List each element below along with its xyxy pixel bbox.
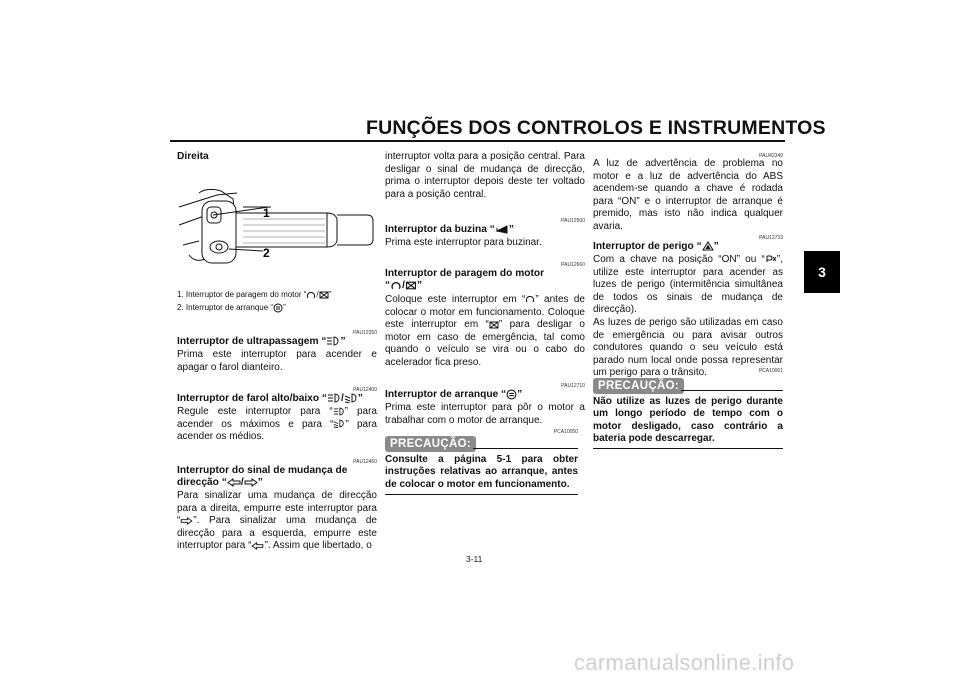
starter-switch-text: Prima este interruptor para pôr o motor a trabalhar com o motor de arranque. [385, 402, 585, 426]
caution-bottom-rule [593, 448, 783, 449]
ref-code: PCA10050 [553, 429, 578, 435]
caution-text: Consulte a página 5-1 para obter instruções relativas ao arranque, antes de colocar o motor em funcionamento. [385, 454, 578, 490]
dimmer-switch-text: Regule este interruptor para “ ” para acender os máximos e para “ ” para acender os médios. [177, 406, 377, 443]
ref-code: PAU12660 [561, 262, 585, 268]
hazard-switch-heading: Interruptor de perigo “ ” [593, 241, 719, 252]
horn-switch-heading: Interruptor da buzina “ ” [385, 224, 514, 235]
ref-code: PCA10061 [758, 368, 783, 374]
engine-run-icon [525, 294, 535, 304]
ref-code: PAU12460 [353, 459, 377, 465]
engine-stop-text: Coloque este interruptor em “ ” antes de colocar o motor em funcionamento. Coloque este interruptor em “ ” para desligar o motor em caso de emergência, tal como quando o veículo se vira ou o cabo do acelerador fica preso. [385, 294, 585, 368]
handlebar-switch-illustration [177, 185, 377, 275]
caution-label: PRECAUÇÃO: [385, 436, 476, 452]
ref-code: PAU12350 [353, 330, 377, 336]
parking-key-icon [765, 254, 777, 264]
figure-caption-1: 1. Interruptor de paragem do motor “ / ” [177, 290, 332, 299]
warning-light-text: A luz de advertência de problema no motor e a luz de advertência do ABS acendem-se quando a chave é rodada para “ON” e o interruptor de arranque é premido, mas isto não indica qualquer avaria. [593, 158, 783, 232]
starter-switch-heading: Interruptor de arranque “ ” [385, 389, 523, 401]
low-beam-icon [333, 419, 345, 428]
turn-left-icon [227, 478, 241, 487]
title-rule [170, 140, 785, 142]
engine-stop-icon [405, 280, 417, 291]
starter-icon [506, 389, 517, 400]
horn-icon [495, 224, 509, 234]
turn-signal-heading: Interruptor do sinal de mudança de direcção “ / ” [177, 465, 348, 489]
turn-right-icon [244, 478, 258, 487]
engine-run-icon [306, 290, 316, 300]
ref-code: PAU12400 [353, 387, 377, 393]
passing-switch-heading: Interruptor de ultrapassagem “ ” [177, 336, 346, 347]
starter-icon [273, 303, 283, 313]
horn-switch-text: Prima este interruptor para buzinar. [385, 237, 542, 248]
engine-stop-icon [489, 320, 499, 330]
ref-code: PAU12500 [561, 218, 585, 224]
passing-switch-text: Prima este interruptor para acender e apagar o farol dianteiro. [177, 349, 377, 373]
ref-code: PAU42340 [759, 153, 783, 159]
page-title: FUNÇÕES DOS CONTROLOS E INSTRUMENTOS [366, 117, 826, 139]
section-heading-direita: Direita [177, 151, 209, 162]
passing-light-icon [326, 336, 340, 346]
caution-block [385, 429, 585, 490]
caution-text: Não utilize as luzes de perigo durante um longo período de tempo com o motor desligado, caso contrário a bateria pode descarregar. [593, 396, 783, 445]
engine-stop-icon [319, 290, 329, 300]
hazard-icon [702, 241, 714, 251]
engine-run-icon [390, 280, 402, 291]
chapter-tab: 3 [804, 251, 840, 293]
hazard-switch-text: Com a chave na posição “ON” ou “ ”, utilize este interruptor para acender as luzes de perigo (intermitência simultânea de todos os sinais de mudança de direcção). As luzes de perigo são utilizadas em caso de emergência ou para avisar outros condutores quando o seu veículo está parado num local onde possa representar um perigo para o trânsito. [593, 254, 783, 379]
high-beam-icon [327, 393, 341, 403]
engine-stop-heading: Interruptor de paragem do motor “ / ” [385, 268, 545, 292]
turn-signal-text-cont: interruptor volta para a posição central. Para desligar o sinal de mudança de direcção, prima o interruptor depois deste ter voltado para a posição central. [385, 151, 585, 200]
watermark: carmanualsonline.info [574, 650, 795, 675]
turn-left-icon [251, 542, 264, 550]
ref-code: PAU12733 [759, 235, 783, 241]
caution-block [593, 368, 783, 445]
figure-label-2: 2 [263, 246, 270, 260]
figure-label-1: 1 [263, 206, 270, 220]
figure-caption-2: 2. Interruptor de arranque “ ” [177, 303, 286, 312]
low-beam-icon [344, 393, 358, 403]
ref-code: PAU12710 [561, 383, 585, 389]
high-beam-icon [333, 407, 345, 416]
turn-right-icon [180, 517, 193, 525]
caution-rule [473, 448, 578, 449]
page-number: 3-11 [466, 554, 483, 564]
caution-bottom-rule [385, 494, 578, 495]
caution-label: PRECAUÇÃO: [593, 378, 684, 394]
caution-rule [681, 390, 783, 391]
dimmer-switch-heading: Interruptor de farol alto/baixo “ / ” [177, 393, 363, 404]
turn-signal-text: Para sinalizar uma mudança de direcção para a direita, empurre este interruptor para “ ”. Para sinalizar uma mudança de direcção para a esquerda, empurre este interruptor para “ ”. Assim que libertado, o [177, 490, 377, 552]
